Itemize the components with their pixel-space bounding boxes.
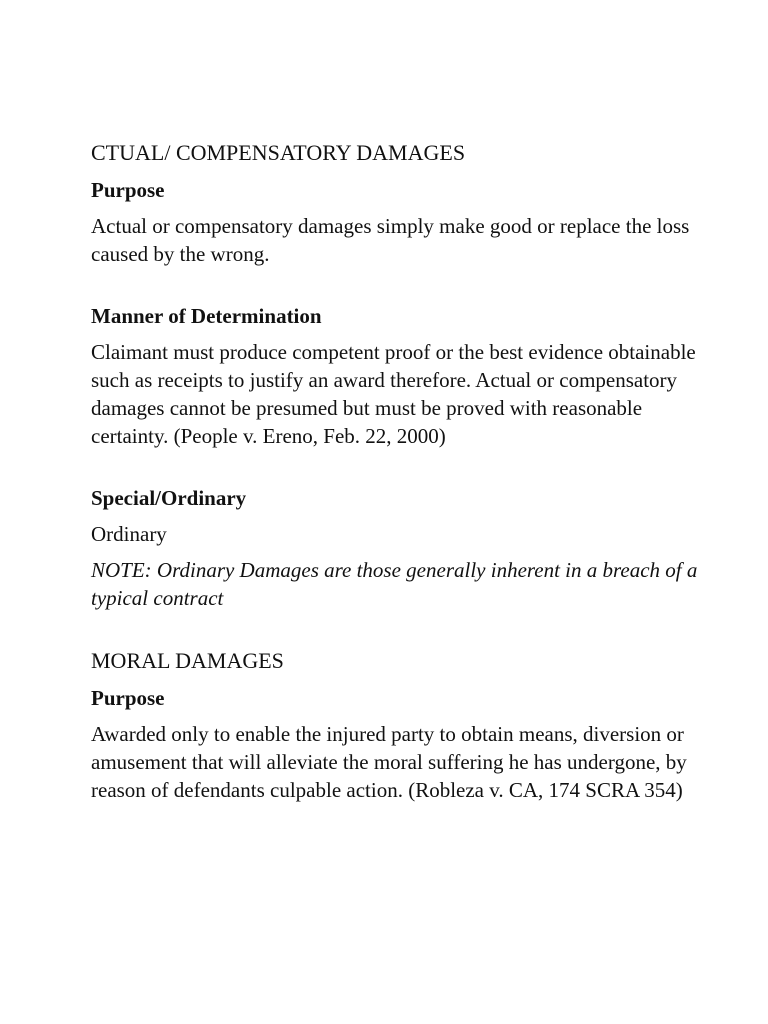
moral-purpose-paragraph: Awarded only to enable the injured party to obtain means, diversion or amusement that will alleviate the moral suffering he has undergone, by reason of defendants culpable action. (Robleza v. CA, 174 SCRA 354) [91,722,687,802]
document-page [91,138,711,804]
manner-heading: Manner of Determination [91,304,322,328]
section-title-moral: MORAL DAMAGES [91,648,284,673]
special-ordinary-value: Ordinary [91,522,167,546]
note-paragraph: NOTE: Ordinary Damages are those generally inherent in a breach of a typical contract [91,558,698,610]
purpose-paragraph: Actual or compensatory damages simply make good or replace the loss caused by the wrong. [91,214,690,266]
purpose-heading: Purpose [91,178,165,202]
moral-purpose-heading: Purpose [91,686,165,710]
manner-paragraph: Claimant must produce competent proof or the best evidence obtainable such as receipts to justify an award therefore. Actual or compensatory damages cannot be presumed but must be proved with reasonable certainty. (People v. Ereno, Feb. 22, 2000) [91,340,696,448]
special-ordinary-heading: Special/Ordinary [91,486,247,510]
section-title-actual: CTUAL/ COMPENSATORY DAMAGES [91,140,466,165]
